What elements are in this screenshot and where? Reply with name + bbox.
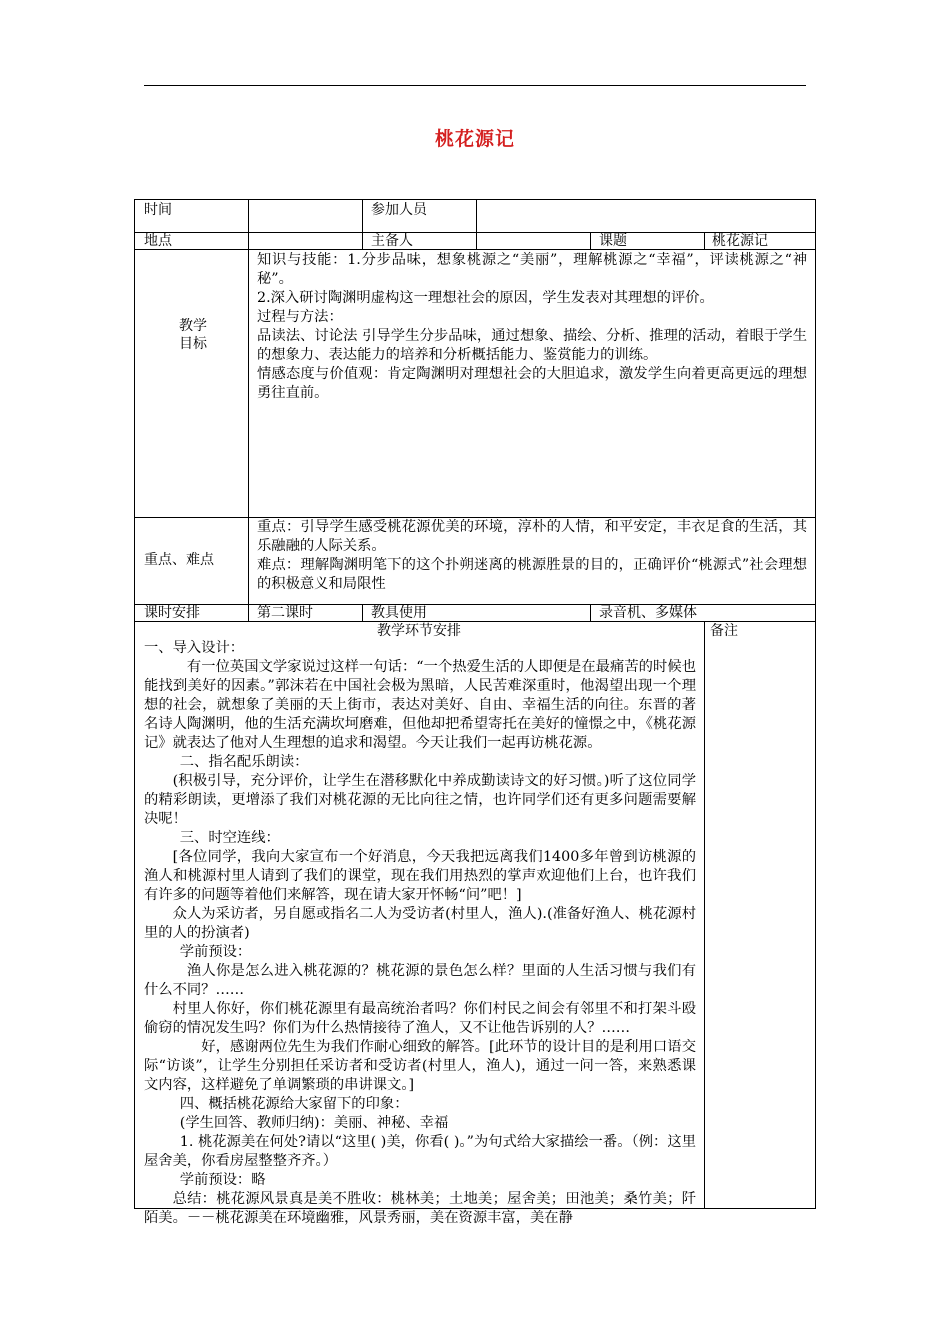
arrangement-paragraph: 村里人你好，你们桃花源里有最高统治者吗？你们村民之间会有邻里不和打架斗殴偷窃的情况发生吗？你们为什么热情接待了渔人，又不让他告诉别的人？…… <box>144 1001 696 1036</box>
col-line <box>362 604 363 621</box>
arrangement-paragraph: 四、概括桃花源给大家留下的印象： <box>179 1096 409 1112</box>
col-line <box>248 199 249 621</box>
arrangement-paragraph: (学生回答、教师归纳)：美丽、神秘、幸福 <box>179 1115 449 1131</box>
arrangement-paragraph: 总结：桃花源风景真是美不胜收：桃林美；土地美；屋舍美；田池美；桑竹美；阡陌美。－－桃花源美在环境幽雅，风景秀丽，美在资源丰富，美在静 <box>144 1191 696 1226</box>
arrangement-paragraph: 三、时空连线： <box>179 830 280 846</box>
key-point-line: 重点：引导学生感受桃花源优美的环境，淳朴的人情，和平安定，丰衣足食的生活，其乐融融的人际关系。 <box>257 519 807 554</box>
col-line <box>704 232 705 249</box>
objectives-label-line1: 教学 <box>179 318 207 334</box>
row-line <box>134 604 816 605</box>
objectives-text <box>257 251 807 403</box>
arrangement-paragraph: 好，感谢两位先生为我们作耐心细致的解答。[此环节的设计目的是利用口语交际“访谈”，让学生分别担任采访者和受访者(村里人，渔人)，通过一问一答，来熟悉课文内容，这样避免了单调繁琐的串讲课文。] <box>144 1039 696 1093</box>
arrangement-body <box>144 639 696 1226</box>
schedule-value: 第二课时 <box>257 605 313 621</box>
arrangement-paragraph: 众人为采访者，另自愿或指名二人为受访者(村里人，渔人).(准备好渔人、桃花源村里的人的扮演者) <box>144 906 696 941</box>
topic-label: 课题 <box>599 233 627 249</box>
col-line <box>362 199 363 249</box>
objectives-line: 知识与技能：1.分步品味，想象桃源之“美丽”，理解桃源之“幸福”，评读桃源之“神秘”。 <box>257 252 807 287</box>
arrangement-paragraph: 有一位英国文学家说过这样一句话：“一个热爱生活的人即便是在最痛苦的时候也能找到美好的因素。”郭沫若在中国社会极为黑暗，人民苦难深重时，他渴望出现一个理想的社会，就想象了美丽的天上街市，表达对美好、自由、幸福生活的向往。东晋的著名诗人陶渊明，他的生活充满坎坷磨难，但他却把希望寄托在美好的憧憬之中，《桃花源记》就表达了他对人生理想的追求和渴望。今天让我们一起再访桃花源。 <box>144 659 696 751</box>
schedule-label: 课时安排 <box>144 605 200 621</box>
col-line <box>704 621 705 1209</box>
arrangement-paragraph: [各位同学，我向大家宣布一个好消息，今天我把远离我们1400多年曾到访桃源的渔人和桃源村里人请到了我们的课堂，现在我们用热烈的掌声欢迎他们上台，也许我们有许多的问题等着他们来解答，现在请大家开怀畅“问”吧！] <box>144 849 696 903</box>
objectives-line: 2.深入研讨陶渊明虚构这一理想社会的原因，学生发表对其理想的评价。 <box>257 290 714 306</box>
col-line <box>590 232 591 249</box>
objectives-line: 过程与方法： <box>257 309 343 325</box>
arrangement-paragraph: 一、导入设计： <box>144 640 245 656</box>
main-preparer-label: 主备人 <box>371 233 413 249</box>
col-line <box>590 604 591 621</box>
page-title: 桃花源记 <box>434 128 515 150</box>
arrangement-paragraph: 二、指名配乐朗读： <box>179 754 309 770</box>
tools-value: 录音机、多媒体 <box>599 605 697 621</box>
key-points-label: 重点、难点 <box>144 552 214 568</box>
time-label: 时间 <box>144 202 172 218</box>
row-line <box>134 249 816 250</box>
arrangement-paragraph: (积极引导，充分评价，让学生在潜移默化中养成勤读诗文的好习惯。)听了这位同学的精彩朗读，更增添了我们对桃花源的无比向往之情，也许同学们还有更多问题需要解决呢！ <box>144 773 696 827</box>
topic-value: 桃花源记 <box>712 233 768 249</box>
arrangement-paragraph: 渔人你是怎么进入桃花源的？桃花源的景色怎么样？里面的人生活习惯与我们有什么不同？…… <box>144 963 696 998</box>
col-line <box>476 199 477 249</box>
arrangement-heading: 教学环节安排 <box>377 623 461 639</box>
participants-label: 参加人员 <box>371 202 427 218</box>
row-line <box>134 621 816 622</box>
arrangement-paragraph: 学前预设：略 <box>179 1172 266 1188</box>
arrangement-paragraph: 学前预设： <box>179 944 252 960</box>
objectives-line: 情感态度与价值观：肯定陶渊明对理想社会的大胆追求，激发学生向着更高更远的理想勇往直前。 <box>257 366 807 401</box>
arrangement-paragraph: 1. 桃花源美在何处?请以“这里( )美，你看( )。”为句式给大家描绘一番。（例：这里屋舍美，你看房屋整整齐齐。） <box>144 1134 696 1169</box>
key-points-text <box>257 518 807 594</box>
place-label: 地点 <box>144 233 172 249</box>
header-rule <box>144 85 806 86</box>
objectives-label-line2: 目标 <box>179 336 207 352</box>
key-point-line: 难点：理解陶渊明笔下的这个扑朔迷离的桃源胜景的目的，正确评价“桃源式”社会理想的积极意义和局限性 <box>257 557 807 592</box>
notes-label: 备注 <box>710 623 738 639</box>
objectives-line: 品读法、讨论法 引导学生分步品味，通过想象、描绘、分析、推理的活动，着眼于学生的想象力、表达能力的培养和分析概括能力、鉴赏能力的训练。 <box>257 328 807 363</box>
tools-label: 教具使用 <box>371 605 427 621</box>
